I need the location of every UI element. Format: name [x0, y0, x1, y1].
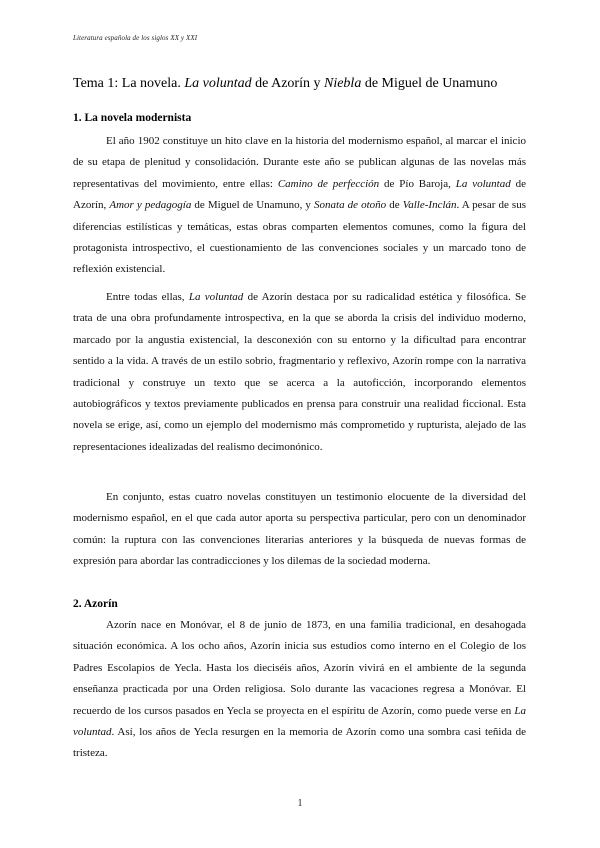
paragraph-3: En conjunto, estas cuatro novelas constituyen un testimonio elocuente de la diversidad del modernismo español, en el que cada autor aporta su perspectiva particular, pero con un denominador común: la ruptura con las convenciones literarias anteriores y la búsqueda de nuevas formas de expresión para abordar las contradicciones y los dilemas de la sociedad moderna. [73, 491, 526, 568]
paragraph-4: Azorín nace en Monóvar, el 8 de junio de 1873, en una familia tradicional, en desahogada situación económica. A los ocho años, Azorín inicia sus estudios como interno en el Colegio de los Padres Escolapios de Yecla. Hasta los dieciséis años, Azorín vivirá en el ambiente de la segunda enseñanza practicada por una Orden religiosa. Solo durante las vacaciones regresa a Monóvar. El recuerdo de los cursos pasados en Yecla se proyecta en el espíritu de Azorín, como puede verse en La voluntad. Así, los años de Yecla resurgen en la memoria de Azorín como una sombra casi teñida de tristeza. [73, 619, 526, 760]
title-work-niebla: Niebla [323, 76, 362, 91]
paragraph-1: El año 1902 constituye un hito clave en la historia del modernismo español, al marcar el inicio de su etapa de plenitud y consolidación. Durante este año se publican algunas de las novelas más representativas del movimiento, entre ellas: Camino de perfección de Pío Baroja, La voluntad de Azorín, Amor y pedagogía de Miguel de Unamuno, y Sonata de otoño de Valle-Inclán. A pesar de sus diferencias estilísticas y temáticas, estas obras comparten elementos comunes, como la figura del protagonista introspectivo, el cuestionamiento de las convenciones sociales y un marcado tono de reflexión existencial. [73, 135, 526, 276]
section-heading-azorin: 2. Azorín [73, 598, 118, 610]
title-text: de Miguel de Unamuno [361, 76, 498, 91]
title-work-la-voluntad: La voluntad [184, 76, 252, 91]
title-text: de Azorín y [251, 76, 324, 91]
title-text: Tema 1: La novela. [73, 76, 185, 91]
page-title [73, 76, 497, 92]
running-header: Literatura española de los siglos XX y XXI [73, 34, 198, 42]
page-number: 1 [297, 798, 303, 809]
paragraph-2: Entre todas ellas, La voluntad de Azorín destaca por su radicalidad estética y filosófica. Se trata de una obra profundamente introspectiva, en la que se aborda la crisis del individuo moderno, marcado por la angustia existencial, la desconexión con su entorno y la dificultad para encontrar sentido a la vida. A través de un estilo sobrio, fragmentario y reflexivo, Azorín rompe con la narrativa tradicional y construye un texto que se acerca a la autoficción, incorporando elementos autobiográficos y textos previamente publicados en prensa para construir una realidad ficcional. Esta novela se erige, así, como un ejemplo del modernismo más comprometido y rupturista, alejado de las representaciones idealizadas del realismo decimonónico. [73, 291, 526, 453]
section-heading-novela-modernista: 1. La novela modernista [73, 112, 192, 124]
